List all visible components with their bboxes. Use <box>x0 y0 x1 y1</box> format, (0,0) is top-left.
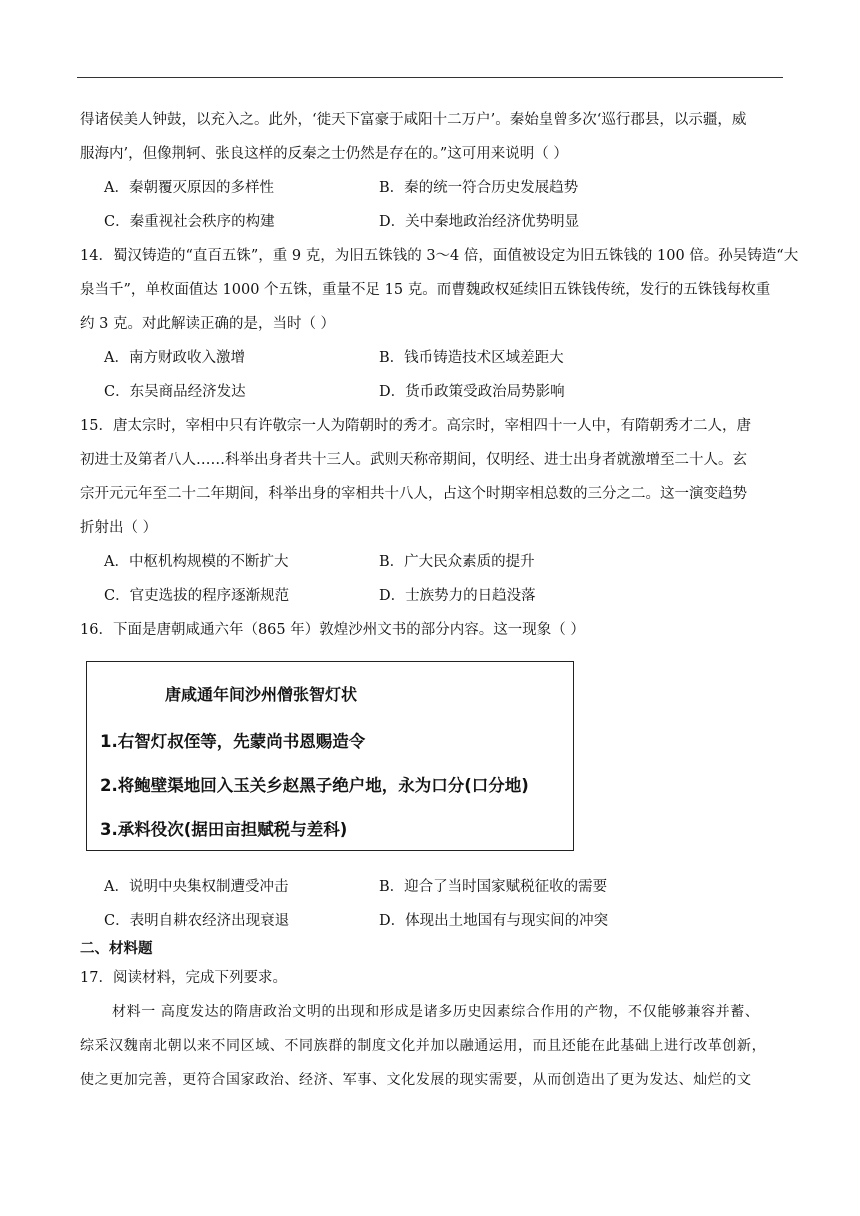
q15-option-d[interactable]: D．士族势力的日趋没落 <box>379 588 536 604</box>
q14-text-line-2: 泉当千”，单枚面值达 1000 个五铢，重量不足 15 克。而曹魏政权延续旧五铢钱传统，发行的五铢钱每枚重 <box>80 282 771 298</box>
document-line-2: 2.将鲍壁渠地回入玉关乡赵黑子绝户地，永为口分(口分地) <box>100 776 529 795</box>
q16-option-b[interactable]: B．迎合了当时国家赋税征收的需要 <box>379 879 608 895</box>
document-title: 唐咸通年间沙州僧张智灯状 <box>165 685 358 704</box>
q15-option-b[interactable]: B．广大民众素质的提升 <box>379 554 535 570</box>
q13-option-a[interactable]: A．秦朝覆灭原因的多样性 <box>104 180 274 196</box>
q15-option-c[interactable]: C．官吏选拔的程序逐渐规范 <box>104 588 290 604</box>
q15-text-line-2: 初进士及第者八人……科举出身者共十三人。武则天称帝期间，仅明经、进士出身者就激增至二十人。玄 <box>80 452 747 468</box>
q13-text-line-1: 得诸侯美人钟鼓，以充入之。此外，‘徙天下富豪于咸阳十二万户’。秦始皇曾多次‘巡行郡县，以示疆，威 <box>80 112 747 128</box>
q13-option-c[interactable]: C．秦重视社会秩序的构建 <box>104 214 275 230</box>
q15-option-a[interactable]: A．中枢机构规模的不断扩大 <box>104 554 289 570</box>
q16-stem: 16．下面是唐朝咸通六年（865 年）敦煌沙州文书的部分内容。这一现象（ ） <box>80 622 585 638</box>
q15-text-line-4: 折射出（ ） <box>80 520 158 536</box>
q17-stem: 17．阅读材料，完成下列要求。 <box>80 970 287 986</box>
document-image-box <box>86 661 574 851</box>
q16-option-c[interactable]: C．表明自耕农经济出现衰退 <box>104 913 290 929</box>
document-line-1: 1.右智灯叔侄等，先蒙尚书恩赐造令 <box>100 732 366 751</box>
section-heading: 二、材料题 <box>80 940 153 957</box>
q14-text-line-3: 约 3 克。对此解读正确的是，当时（ ） <box>80 316 336 332</box>
q16-option-a[interactable]: A．说明中央集权制遭受冲击 <box>104 879 289 895</box>
q13-option-d[interactable]: D．关中秦地政治经济优势明显 <box>379 214 580 230</box>
q14-option-b[interactable]: B．钱币铸造技术区域差距大 <box>379 350 564 366</box>
document-line-3: 3.承料役次(据田亩担赋税与差科) <box>100 820 348 839</box>
q13-text-line-2: 服海内’，但像荆轲、张良这样的反秦之士仍然是存在的。”这可用来说明（ ） <box>80 146 568 162</box>
q14-option-c[interactable]: C．东吴商品经济发达 <box>104 384 246 400</box>
header-rule <box>77 77 783 78</box>
q15-text-line-1: 15．唐太宗时，宰相中只有许敬宗一人为隋朝时的秀才。高宗时，宰相四十一人中，有隋朝秀才二人，唐 <box>80 418 751 434</box>
q14-option-d[interactable]: D．货币政策受政治局势影响 <box>379 384 565 400</box>
q16-option-d[interactable]: D．体现出土地国有与现实间的冲突 <box>379 913 609 929</box>
q13-option-b[interactable]: B．秦的统一符合历史发展趋势 <box>379 180 579 196</box>
material-line-2: 综采汉魏南北朝以来不同区域、不同族群的制度文化并加以融通运用，而且还能在此基础上进行改革创新， <box>80 1038 767 1054</box>
q15-text-line-3: 宗开元元年至二十二年期间，科举出身的宰相共十八人，占这个时期宰相总数的三分之二。这一演变趋势 <box>80 486 747 502</box>
material-line-3: 使之更加完善，更符合国家政治、经济、军事、文化发展的现实需要，从而创造出了更为发达、灿烂的文 <box>80 1072 752 1088</box>
material-line-1: 材料一 高度发达的隋唐政治文明的出现和形成是诸多历史因素综合作用的产物，不仅能够兼容并蓄、 <box>112 1004 760 1020</box>
q14-text-line-1: 14．蜀汉铸造的“直百五铢”，重 9 克，为旧五铢钱的 3～4 倍，面值被设定为旧五铢钱的 100 倍。孙吴铸造“大 <box>80 248 799 264</box>
q14-option-a[interactable]: A．南方财政收入激增 <box>104 350 245 366</box>
